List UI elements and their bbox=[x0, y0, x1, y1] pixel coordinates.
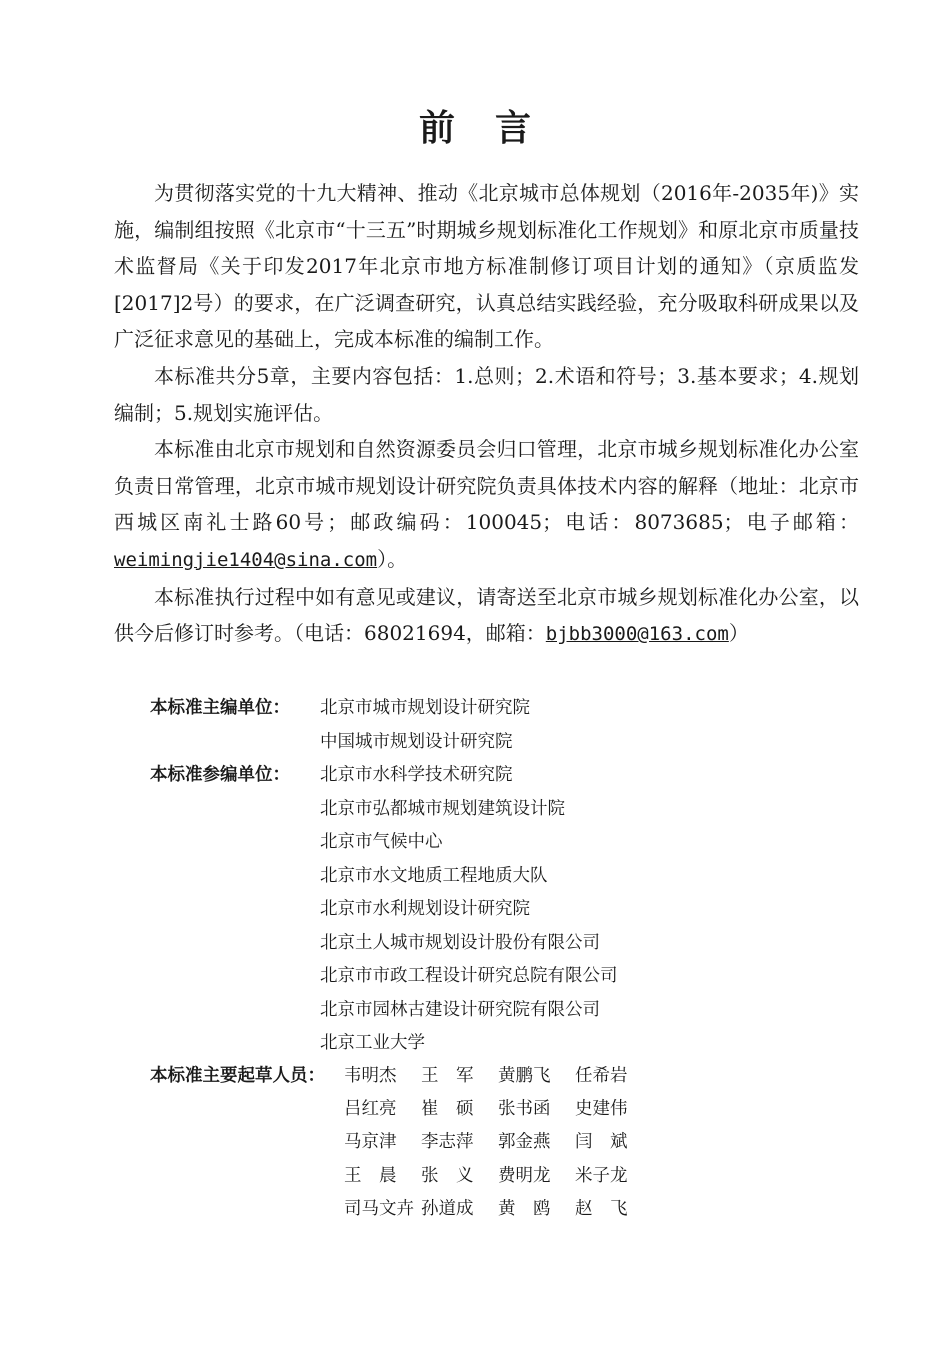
participant-row bbox=[150, 793, 618, 827]
participants-label: 本标准参编单位： bbox=[150, 765, 290, 785]
participant-row bbox=[150, 1027, 618, 1061]
drafter-name: 费明龙 bbox=[498, 1165, 551, 1186]
participant-unit: 北京市水利规划设计研究院 bbox=[320, 899, 530, 919]
editor-row bbox=[150, 692, 618, 726]
drafter-name: 张书函 bbox=[498, 1099, 551, 1120]
participant-unit: 北京市水科学技术研究院 bbox=[320, 765, 513, 785]
paragraph-2-text: 本标准共分5章，主要内容包括：1.总则；2.术语和符号；3.基本要求；4.规划编制；5.规划实施评估。 bbox=[114, 363, 859, 425]
drafter-row bbox=[150, 1093, 652, 1126]
drafter-name: 闫 斌 bbox=[575, 1132, 628, 1153]
drafter-name: 米子龙 bbox=[575, 1165, 628, 1186]
editor-label: 本标准主编单位： bbox=[150, 698, 290, 718]
paragraph-3 bbox=[114, 431, 859, 578]
page-title: 前言 bbox=[418, 108, 571, 149]
drafter-name: 司马文卉 bbox=[344, 1198, 414, 1219]
participant-unit: 北京市弘都城市规划建筑设计院 bbox=[320, 798, 565, 819]
participant-row bbox=[150, 759, 618, 793]
organizations-list bbox=[150, 692, 618, 1061]
feedback-email-link[interactable]: bjbb3000@163.com bbox=[545, 623, 729, 646]
drafter-row bbox=[150, 1126, 652, 1159]
paragraph-3-end: ）。 bbox=[377, 546, 408, 571]
paragraph-4-text: 本标准执行过程中如有意见或建议，请寄送至北京市城乡规划标准化办公室，以供今后修订时参考。（电话：68021694，邮箱： bbox=[114, 584, 859, 646]
drafter-name: 韦明杰 bbox=[344, 1066, 397, 1086]
paragraph-2 bbox=[114, 358, 859, 431]
drafter-name: 崔 硕 bbox=[421, 1099, 474, 1120]
drafters-list bbox=[150, 1060, 652, 1226]
drafter-name: 马京津 bbox=[344, 1132, 397, 1153]
contact-email-link[interactable]: weimingjie1404@sina.com bbox=[114, 548, 378, 571]
paragraph-4-end: ） bbox=[728, 621, 749, 646]
drafter-name: 李志萍 bbox=[421, 1132, 474, 1153]
drafter-name: 任希岩 bbox=[575, 1066, 628, 1086]
paragraph-1-text: 为贯彻落实党的十九大精神、推动《北京城市总体规划（2016年-2035年)》实施，编制组按照《北京市“十三五”时期城乡规划标准化工作规划》和原北京市质量技术监督局《关于印发2017年北京市地方标准制修订项目计划的通知》（京质监发[2017]2号）的要求，在广泛调查研究，认真总结实践经验，充分吸取科研成果以及广泛征求意见的基础上，完成本标准的编制工作。 bbox=[114, 181, 859, 352]
drafter-name: 黄 鸥 bbox=[498, 1198, 551, 1219]
editor-unit: 中国城市规划设计研究院 bbox=[320, 731, 513, 752]
paragraph-4 bbox=[114, 579, 859, 653]
drafter-row bbox=[150, 1060, 652, 1093]
drafters-label: 本标准主要起草人员： bbox=[150, 1066, 325, 1086]
participant-unit: 北京市气候中心 bbox=[320, 832, 443, 852]
editor-row bbox=[150, 726, 618, 760]
drafter-row bbox=[150, 1160, 652, 1193]
drafter-name: 黄鹏飞 bbox=[498, 1066, 551, 1086]
participant-unit: 北京市水文地质工程地质大队 bbox=[320, 865, 548, 886]
participant-row bbox=[150, 927, 618, 961]
drafter-name: 张 义 bbox=[421, 1165, 474, 1186]
drafter-name: 吕红亮 bbox=[344, 1099, 397, 1120]
paragraph-1 bbox=[114, 175, 859, 358]
drafter-row bbox=[150, 1193, 652, 1226]
drafter-name: 孙道成 bbox=[421, 1198, 474, 1219]
drafter-name: 王 晨 bbox=[344, 1165, 397, 1186]
participant-unit: 北京市市政工程设计研究总院有限公司 bbox=[320, 966, 618, 986]
editor-unit: 北京市城市规划设计研究院 bbox=[320, 698, 530, 718]
participant-row bbox=[150, 893, 618, 927]
drafter-name: 王 军 bbox=[421, 1066, 474, 1086]
participant-unit: 北京工业大学 bbox=[320, 1033, 425, 1053]
participant-row bbox=[150, 960, 618, 994]
participant-unit: 北京土人城市规划设计股份有限公司 bbox=[320, 932, 600, 953]
paragraph-3-text: 本标准由北京市规划和自然资源委员会归口管理，北京市城乡规划标准化办公室负责日常管理，北京市城市规划设计研究院负责具体技术内容的解释（地址：北京市西城区南礼士路60号；邮政编码：100045；电话：8073685；电子邮箱： bbox=[114, 437, 859, 535]
drafter-name: 赵 飞 bbox=[575, 1198, 628, 1219]
foreword-body bbox=[114, 175, 859, 653]
participant-row bbox=[150, 860, 618, 894]
participant-unit: 北京市园林古建设计研究院有限公司 bbox=[320, 999, 600, 1020]
participant-row bbox=[150, 826, 618, 860]
participant-row bbox=[150, 994, 618, 1028]
drafter-name: 史建伟 bbox=[575, 1099, 628, 1120]
drafter-name: 郭金燕 bbox=[498, 1132, 551, 1153]
